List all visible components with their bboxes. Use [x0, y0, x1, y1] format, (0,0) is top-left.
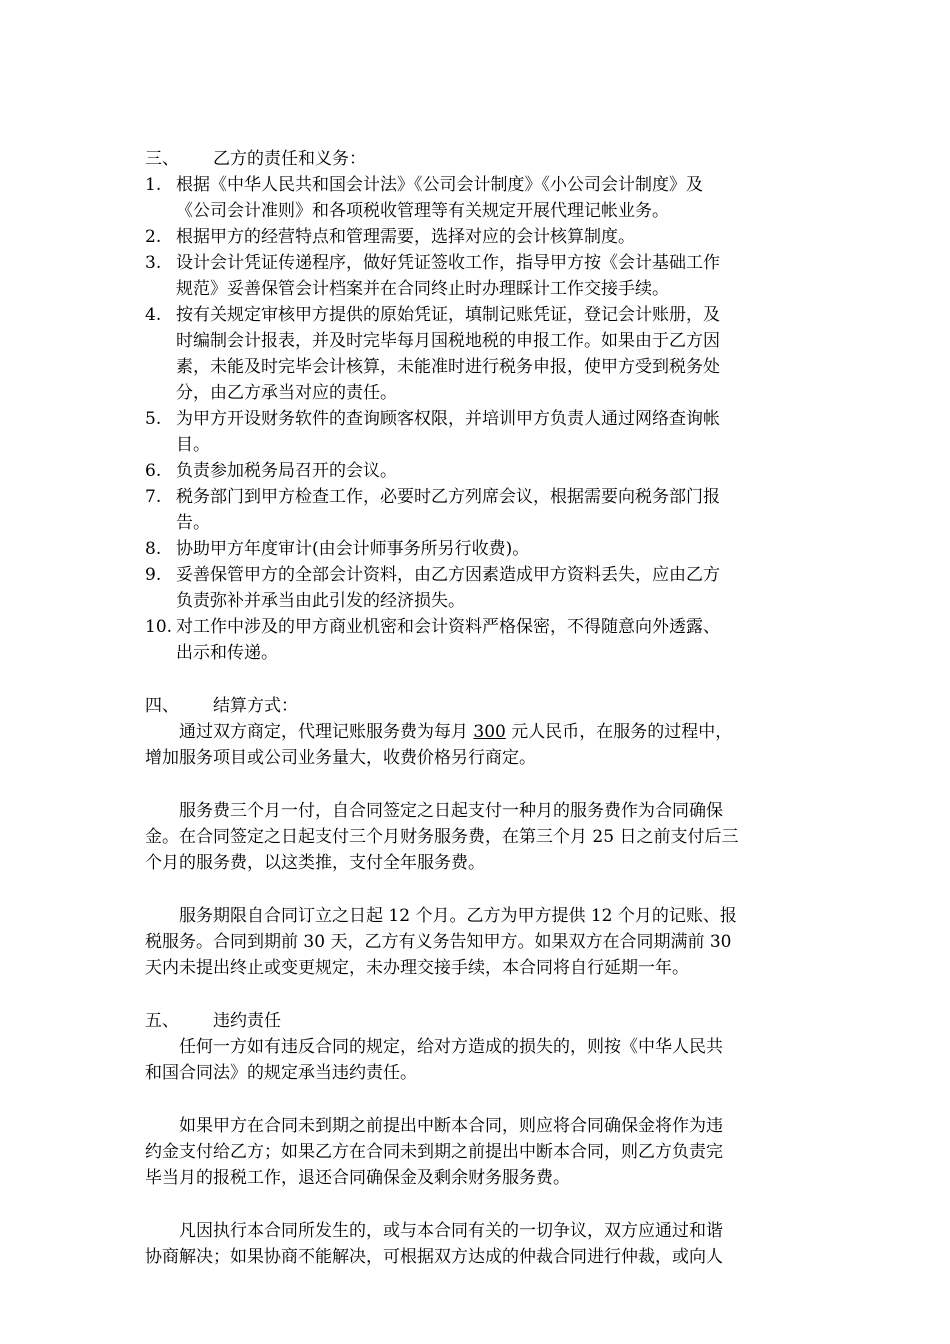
list-item-number: 2.	[145, 227, 162, 247]
section-number: 四、	[145, 696, 179, 716]
list-item-number: 3.	[145, 253, 162, 273]
section-4-heading	[145, 693, 810, 719]
list-item-line	[145, 302, 810, 328]
list-item-line	[145, 224, 810, 250]
list-item-number: 8.	[145, 539, 162, 559]
list-item-text: 税务部门到甲方检查工作，必要时乙方列席会议，根据需要向税务部门报	[176, 487, 720, 507]
list-item-text: 素，未能及时完毕会计核算，未能准时进行税务申报，使甲方受到税务处	[176, 357, 720, 377]
list-item-line	[145, 354, 810, 380]
list-item-text: 根据甲方的经营特点和管理需要，选择对应的会计核算制度。	[176, 227, 635, 247]
list-item-text: 负责弥补并承当由此引发的经济损失。	[176, 591, 465, 611]
paragraph-line: 任何一方如有违反合同的规定，给对方造成的损失的，则按《中华人民共	[179, 1037, 723, 1057]
list-item-line	[145, 510, 810, 536]
list-item-number: 6.	[145, 461, 162, 481]
list-item-number	[145, 276, 176, 302]
list-item-number	[145, 328, 176, 354]
paragraph-line: 税服务。合同到期前 30 天，乙方有义务告知甲方。如果双方在合同期满前 30	[145, 932, 732, 952]
list-item-number: 10.	[145, 617, 173, 637]
list-item-text: 为甲方开设财务软件的查询顾客权限，并培训甲方负责人通过网络查询帐	[176, 409, 720, 429]
list-item-text: 妥善保管甲方的全部会计资料，由乙方因素造成甲方资料丢失，应由乙方	[176, 565, 720, 585]
list-item-number: 7.	[145, 487, 162, 507]
section-title: 结算方式：	[213, 696, 298, 716]
paragraph-line: 增加服务项目或公司业务量大，收费价格另行商定。	[145, 748, 536, 768]
list-item-line	[145, 614, 810, 640]
list-item-number	[145, 380, 176, 406]
paragraph-line: 凡因执行本合同所发生的，或与本合同有关的一切争议，双方应通过和谐	[179, 1221, 723, 1241]
list-item-number: 1.	[145, 175, 162, 195]
duties-list	[145, 172, 810, 666]
list-item-text: 《公司会计准则》和各项税收管理等有关规定开展代理记帐业务。	[176, 201, 669, 221]
list-item-text: 负责参加税务局召开的会议。	[176, 461, 397, 481]
list-item-text: 设计会计凭证传递程序，做好凭证签收工作，指导甲方按《会计基础工作	[176, 253, 720, 273]
liability-paragraph-2	[145, 1113, 810, 1191]
paragraph-line: 天内未提出终止或变更规定，未办理交接手续，本合同将自行延期一年。	[145, 958, 689, 978]
list-item-line	[145, 484, 810, 510]
list-item-line	[145, 432, 810, 458]
list-item-number	[145, 198, 176, 224]
list-item-line	[145, 562, 810, 588]
paragraph-line: 个月的服务费，以这类推，支付全年服务费。	[145, 853, 485, 873]
list-item-text: 时编制会计报表，并及时完毕每月国税地税的申报工作。如果由于乙方因	[176, 331, 720, 351]
paragraph-line: 服务费三个月一付，自合同签定之日起支付一种月的服务费作为合同确保	[179, 801, 723, 821]
list-item-line	[145, 276, 810, 302]
paragraph-line: 约金支付给乙方；如果乙方在合同未到期之前提出中断本合同，则乙方负责完	[145, 1142, 723, 1162]
paragraph-line: 通过双方商定，代理记账服务费为每月 300 元人民币，在服务的过程中，	[179, 722, 733, 742]
list-item-text: 协助甲方年度审计(由会计师事务所另行收费)。	[176, 539, 530, 559]
list-item-line	[145, 172, 810, 198]
list-item-number	[145, 432, 176, 458]
liability-paragraph-1	[145, 1034, 810, 1086]
list-item-number	[145, 354, 176, 380]
list-item-line	[145, 328, 810, 354]
section-5-heading	[145, 1008, 810, 1034]
paragraph-line: 毕当月的报税工作，退还合同确保金及剩余财务服务费。	[145, 1168, 570, 1188]
list-item-line	[145, 198, 810, 224]
list-item-text: 按有关规定审核甲方提供的原始凭证，填制记账凭证，登记会计账册，及	[176, 305, 720, 325]
list-item-text: 出示和传递。	[176, 643, 278, 663]
list-item-line	[145, 458, 810, 484]
list-item-number: 9.	[145, 565, 162, 585]
paragraph-line: 协商解决；如果协商不能解决，可根据双方达成的仲裁合同进行仲裁，或向人	[145, 1247, 723, 1267]
list-item-text: 根据《中华人民共和国会计法》《公司会计制度》《小公司会计制度》及	[176, 175, 703, 195]
list-item-line	[145, 536, 810, 562]
liability-paragraph-3	[145, 1218, 810, 1270]
list-item-text: 目。	[176, 435, 210, 455]
settlement-paragraph-1	[145, 719, 810, 771]
settlement-paragraph-3	[145, 903, 810, 981]
list-item-text: 对工作中涉及的甲方商业机密和会计资料严格保密，不得随意向外透露、	[176, 617, 720, 637]
list-item-line	[145, 588, 810, 614]
list-item-number	[145, 640, 176, 666]
paragraph-line: 金。在合同签定之日起支付三个月财务服务费，在第三个月 25 日之前支付后三	[145, 827, 739, 847]
list-item-number	[145, 588, 176, 614]
paragraph-line: 如果甲方在合同未到期之前提出中断本合同，则应将合同确保金将作为违	[179, 1116, 723, 1136]
section-number: 三、	[145, 149, 179, 169]
list-item-number	[145, 510, 176, 536]
service-fee-amount: 300	[473, 722, 506, 742]
section-3-heading	[145, 146, 810, 172]
list-item-number: 4.	[145, 305, 162, 325]
list-item-line	[145, 640, 810, 666]
list-item-text: 规范》妥善保管会计档案并在合同终止时办理睬计工作交接手续。	[176, 279, 669, 299]
list-item-line	[145, 406, 810, 432]
paragraph-line: 和国合同法》的规定承当违约责任。	[145, 1063, 417, 1083]
settlement-paragraph-2	[145, 798, 810, 876]
paragraph-line: 服务期限自合同订立之日起 12 个月。乙方为甲方提供 12 个月的记账、报	[179, 906, 737, 926]
list-item-line	[145, 250, 810, 276]
document-page	[145, 146, 810, 1270]
list-item-number: 5.	[145, 409, 162, 429]
list-item-text: 分，由乙方承当对应的责任。	[176, 383, 397, 403]
section-title: 违约责任	[213, 1011, 281, 1031]
section-title: 乙方的责任和义务：	[213, 149, 366, 169]
section-number: 五、	[145, 1011, 179, 1031]
list-item-text: 告。	[176, 513, 210, 533]
list-item-line	[145, 380, 810, 406]
